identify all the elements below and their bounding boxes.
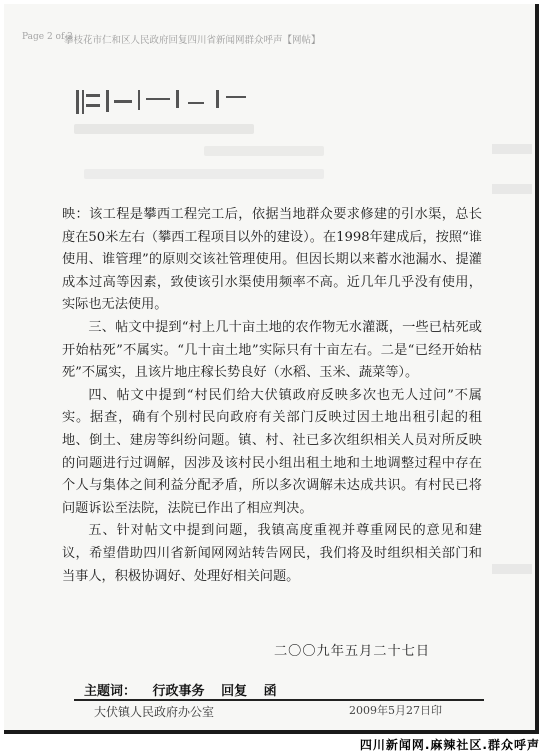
subject-term: 函 — [263, 684, 277, 699]
paragraph-1: 映：该工程是攀西工程完工后，依据当地群众要求修建的引水渠，总长度在50米左右（攀西工程项目以外的建设）。在1998年建成后，按照“谁使用、谁管理”的原则交该社管理使用。但因长期以来蓄水池漏水、提灌成本过高等因素，致使该引水渠使用频率不高。近几年几乎没有使用，实际也无法使用。 — [62, 207, 482, 313]
letter-body — [62, 204, 482, 588]
document-page — [4, 4, 539, 734]
faint-noise — [84, 169, 324, 179]
page-label: Page 2 of 2 — [22, 32, 73, 42]
footer-rule — [74, 699, 484, 701]
subject-term: 行政事务 — [152, 684, 205, 699]
subject-label: 主题词： — [84, 684, 137, 699]
side-noise — [492, 144, 532, 154]
faint-noise — [74, 124, 254, 134]
site-watermark: 四川新闻网.麻辣社区.群众呼声 — [359, 738, 540, 752]
faint-noise — [204, 146, 324, 156]
issuing-office: 大伏镇人民政府办公室 — [94, 705, 215, 719]
faint-header-title: 攀枝花市仁和区人民政府回复四川省新闻网群众呼声【网帖】 — [64, 35, 321, 46]
subject-term: 回复 — [221, 684, 248, 699]
paragraph-3: 四、帖文中提到“村民们给大伏镇政府反映多次也无人过问”不属实。据查，确有个别村民向政府有关部门反映过因土地出租引起的租地、倒土、建房等纠纷问题。镇、村、社已多次组织相关人员对所反映的问题进行过调解，因涉及该村民小组出租土地和土地调整过程中存在个人与集体之间利益分配矛盾，所以多次调解未达成共识。有村民已将问题诉讼至法院，法院已作出了相应判决。 — [62, 387, 482, 516]
side-noise — [492, 564, 532, 574]
paragraph-4: 五、针对帖文中提到问题，我镇高度重视并尊重网民的意见和建议，希望借助四川省新闻网网站转告网民，我们将及时组织相关部门和当事人，积极协调好、处理好相关问题。 — [62, 523, 482, 584]
signature-date: 二〇〇九年五月二十七日 — [274, 644, 431, 659]
redacted-header-bars — [76, 90, 276, 114]
issue-date: 2009年5月27日印 — [349, 704, 442, 717]
side-noise — [492, 184, 532, 194]
paragraph-2: 三、帖文中提到“村上几十亩土地的农作物无水灌溉，一些已枯死或开始枯死”不属实。“几十亩土地”实际只有十亩左右。二是“已经开始枯死”不属实，且该片地庄稼长势良好（水稻、玉米、蔬菜等）。 — [62, 319, 482, 381]
subject-terms — [84, 680, 289, 699]
